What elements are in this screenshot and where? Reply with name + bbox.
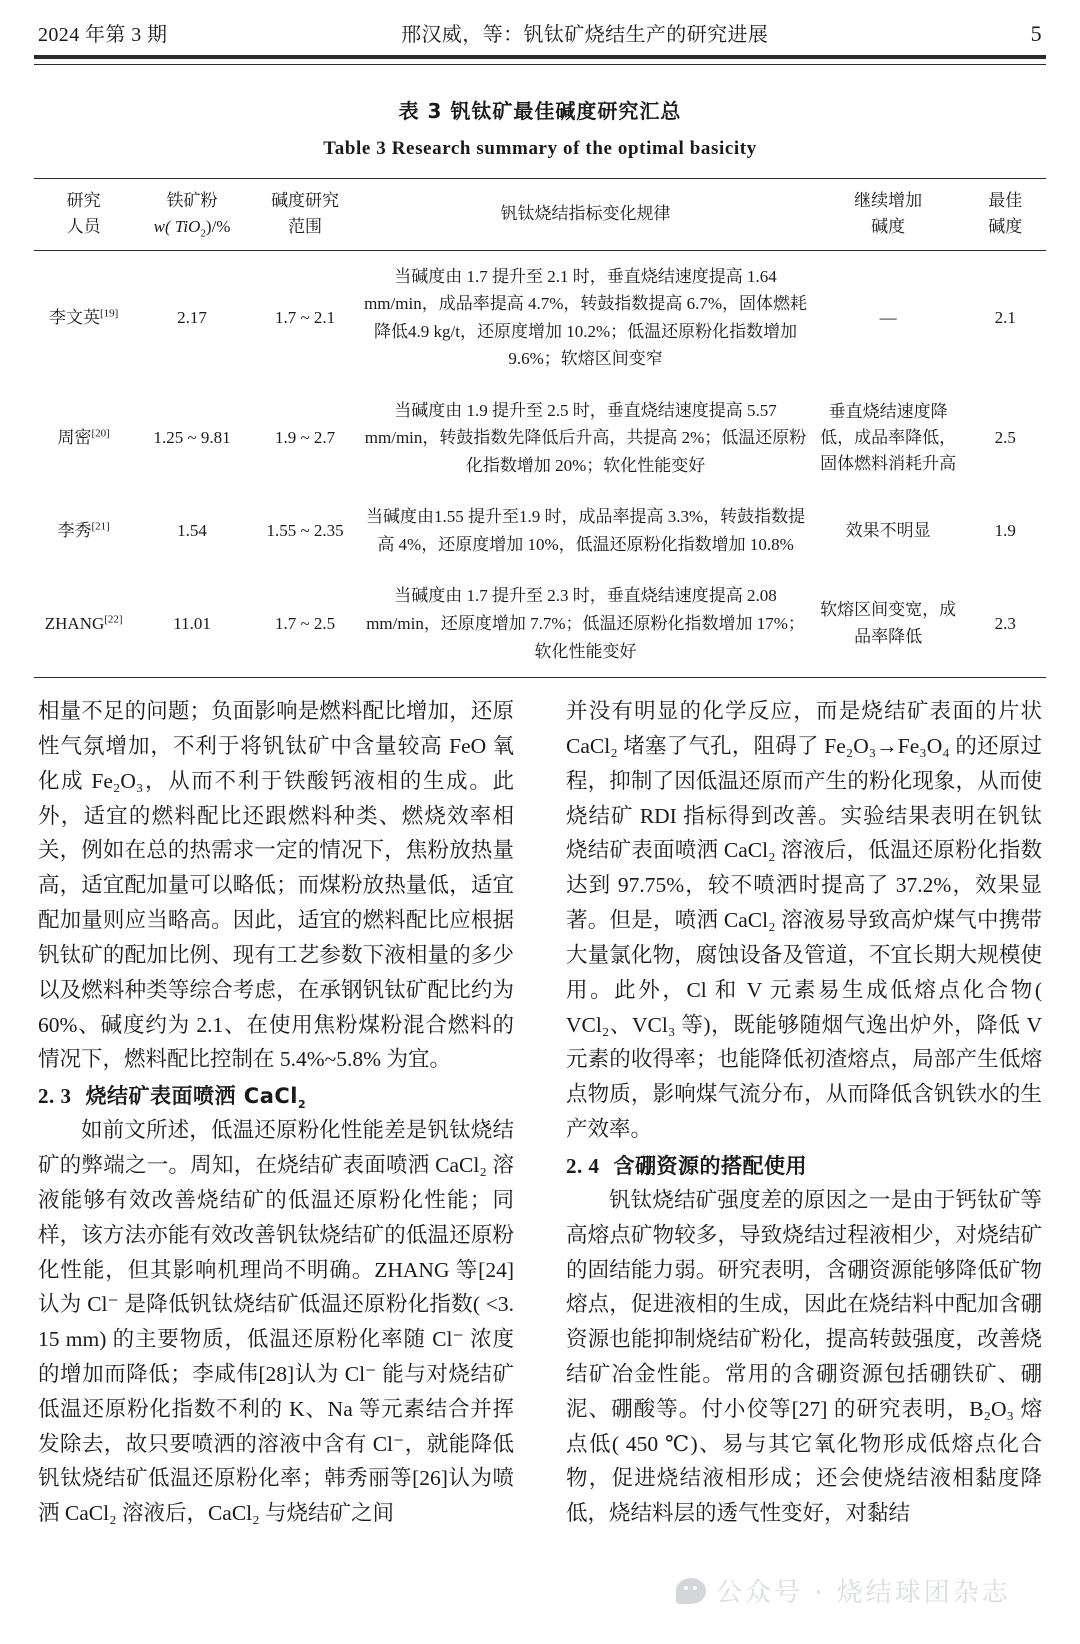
cell-further: — (879, 307, 897, 327)
reference-marker: [19] (100, 306, 119, 319)
left-column (38, 694, 514, 1531)
section-title-subscript: 2 (298, 1098, 307, 1112)
cell-optimal: 2.5 (994, 427, 1016, 447)
table-header-row (34, 179, 1046, 251)
section-number: 2. 4 (566, 1153, 600, 1178)
column-header-researcher-line1: 研究 (66, 191, 101, 210)
tio2-formula-subscript: 2 (200, 227, 206, 240)
table-caption-chinese: 表 3 钒钛矿最佳碱度研究汇总 (398, 99, 682, 123)
cell-description: 当碱度由 1.7 提升至 2.3 时，垂直烧结速度提高 2.08 mm/min，还原度增加 7.7%；低温还原粉化指数增加 17%；软化性能变好 (359, 570, 811, 677)
column-header-optimal (964, 179, 1046, 251)
column-header-range (251, 179, 360, 251)
column-header-optimal-line1: 最佳 (988, 191, 1023, 210)
researcher-name: 周密 (57, 427, 92, 447)
column-header-further-increase (812, 179, 965, 251)
table-row (34, 250, 1046, 385)
column-header-further-line2: 碱度 (871, 217, 906, 237)
left-paragraph-1: 相量不足的问题；负面影响是燃料配比增加，还原性气氛增加，不利于将钒钛矿中含量较高 FeO 氧化成 Fe₂O₃，从而不利于铁酸钙液相的生成。此外，适宜的燃料配比还跟燃料种类、燃烧效率相关，例如在总的热需求一定的情况下，焦粉放热量高，适宜配加量可以略低；而煤粉放热量低，适宜配加量则应当略高。因此，适宜的燃料配比应根据钒钛矿的配加比例、现有工艺参数下液相量的多少以及燃料种类等综合考虑，在承钢钒钛矿配比约为 60%、碱度约为 2.1、在使用焦粉煤粉混合燃料的情况下，燃料配比控制在 5.4%~5.8% 为宜。 (38, 699, 514, 1072)
cell-researcher (34, 385, 133, 492)
section-number: 2. 3 (38, 1084, 72, 1109)
column-header-further-line1: 继续增加 (854, 191, 923, 210)
researcher-name: 李秀 (57, 520, 92, 540)
reference-marker: [20] (91, 427, 110, 440)
cell-tio2: 11.01 (133, 570, 250, 677)
cell-description: 当碱度由 1.9 提升至 2.5 时，垂直烧结速度提高 5.57 mm/min，转鼓指数先降低后升高，共提高 2%；低温还原粉化指数增加 20%；软化性能变好 (364, 400, 807, 475)
cell-tio2: 2.17 (177, 307, 207, 327)
column-header-researcher-line2: 人员 (66, 217, 101, 237)
cell-researcher (34, 570, 133, 677)
column-header-optimal-line2: 碱度 (988, 217, 1023, 237)
table-row (34, 570, 1046, 677)
cell-further: 垂直烧结速度降低，成品率降低，固体燃料消耗升高 (820, 401, 957, 474)
right-column (566, 694, 1042, 1531)
reference-marker: [22] (104, 612, 123, 625)
page-number: 5 (1030, 21, 1042, 46)
watermark (676, 1572, 1011, 1609)
basicity-research-table (34, 178, 1046, 678)
table-caption-english: Table 3 Research summary of the optimal basicity (323, 138, 757, 159)
header-divider (34, 55, 1046, 65)
section-title: 烧结矿表面喷洒 CaCl (85, 1084, 299, 1109)
column-header-range-line1: 碱度研究 (271, 191, 340, 210)
cell-range: 1.55 ~ 2.35 (266, 520, 344, 540)
cell-description: 当碱度由 1.7 提升至 2.1 时，垂直烧结速度提高 1.64 mm/min，成品率提高 4.7%，转鼓指数提高 6.7%，固体燃耗降低4.9 kg/t，还原度增加 10.2%；低温还原粉化指数增加 9.6%；软熔区间变窄 (364, 266, 808, 369)
column-header-researcher (34, 179, 133, 251)
right-paragraph-1: 并没有明显的化学反应，而是烧结矿表面的片状 CaCl₂ 堵塞了气孔，阻碍了 Fe₂O₃→Fe₃O₄ 的还原过程，抑制了因低温还原而产生的粉化现象，从而使烧结矿 RDI 指标得到改善。实验结果表明在钒钛烧结矿表面喷洒 CaCl₂ 溶液后，低温还原粉化指数达到 97.75%，较不喷洒时提高了 37.2%，效果显著。但是，喷洒 CaCl₂ 溶液易导致高炉煤气中携带大量氯化物，腐蚀设备及管道，不宜长期大规模使用。此外，Cl 和 V 元素易生成低熔点化合物( VCl₂、VCl₃ 等)，既能够随烟气逸出炉外，降低 V 元素的收得率；也能降低初渣熔点，局部产生低熔点物质，影响煤气流分布，从而降低含钒铁水的生产效率。 (566, 699, 1042, 1141)
table-header (34, 179, 1046, 251)
right-paragraph-2: 钒钛烧结矿强度差的原因之一是由于钙钛矿等高熔点矿物较多，导致烧结过程液相少，对烧结矿的固结能力弱。研究表明，含硼资源能够降低矿物熔点，促进液相的生成，因此在烧结料中配加含硼资源也能抑制烧结矿粉化，提高转鼓强度，改善烧结矿冶金性能。常用的含硼资源包括硼铁矿、硼泥、硼酸等。付小佼等[27] 的研究表明，B₂O₃ 熔点低( 450 ℃)、易与其它氧化物形成低熔点化合物，促进烧结液相形成；还会使烧结液相黏度降低，烧结料层的透气性变好，对黏结 (566, 1187, 1042, 1526)
researcher-name: ZHANG (44, 613, 105, 633)
body-columns (34, 694, 1046, 1531)
section-heading-2-3 (38, 1079, 514, 1113)
cell-description: 当碱度由1.55 提升至1.9 时，成品率提高 3.3%，转鼓指数提高 4%，还原度增加 10%，低温还原粉化指数增加 10.8% (365, 507, 806, 554)
section-heading-2-4 (566, 1149, 1042, 1183)
table-body (34, 250, 1046, 677)
researcher-name: 李文英 (49, 307, 100, 327)
running-head-title: 邢汉威，等：钒钛矿烧结生产的研究进展 (401, 24, 769, 46)
section-title: 含硼资源的搭配使用 (613, 1153, 807, 1178)
table-row (34, 385, 1046, 492)
cell-range: 1.9 ~ 2.7 (274, 427, 336, 447)
running-head-issue: 2024 年第 3 期 (38, 24, 168, 46)
cell-range: 1.7 ~ 2.1 (274, 307, 336, 327)
wechat-icon (676, 1578, 706, 1604)
cell-optimal: 2.1 (994, 307, 1016, 327)
tio2-formula-pre: w( TiO (153, 217, 201, 237)
cell-further: 软熔区间变宽，成品率降低 (812, 570, 965, 677)
cell-researcher (34, 250, 133, 385)
cell-optimal: 1.9 (994, 520, 1016, 540)
tio2-formula-post: )/% (205, 217, 231, 237)
reference-marker: [21] (91, 520, 110, 533)
running-head (34, 0, 1046, 53)
watermark-text: 公众号 · 烧结球团杂志 (716, 1578, 1011, 1608)
column-header-range-line2: 范围 (288, 217, 323, 237)
cell-optimal: 2.3 (964, 570, 1046, 677)
cell-researcher (34, 491, 133, 570)
column-header-description: 钒钛烧结指标变化规律 (359, 179, 811, 251)
cell-tio2: 1.25 ~ 9.81 (153, 427, 231, 447)
column-header-tio2-line2 (137, 214, 246, 240)
cell-further: 效果不明显 (845, 520, 931, 540)
column-header-tio2 (133, 179, 250, 251)
cell-tio2: 1.54 (177, 520, 207, 540)
left-paragraph-2: 如前文所述，低温还原粉化性能差是钒钛烧结矿的弊端之一。周知，在烧结矿表面喷洒 CaCl₂ 溶液能够有效改善烧结矿的低温还原粉化性能；同样，该方法亦能有效改善钒钛烧结矿的低温还原粉化性能，但其影响机理尚不明确。ZHANG 等[24]认为 Cl⁻ 是降低钒钛烧结矿低温还原粉化指数( <3. 15 mm) 的主要物质，低温还原粉化率随 Cl⁻ 浓度的增加而降低；李咸伟[28]认为 Cl⁻ 能与对烧结矿低温还原粉化指数不利的 K、Na 等元素结合并挥发除去，故只要喷洒的溶液中含有 Cl⁻，就能降低钒钛烧结矿低温还原粉化率；韩秀丽等[26]认为喷洒 CaCl₂ 溶液后，CaCl₂ 与烧结矿之间 (38, 1118, 514, 1526)
table-row (34, 491, 1046, 570)
column-header-tio2-line1: 铁矿粉 (166, 191, 218, 210)
cell-range: 1.7 ~ 2.5 (251, 570, 360, 677)
